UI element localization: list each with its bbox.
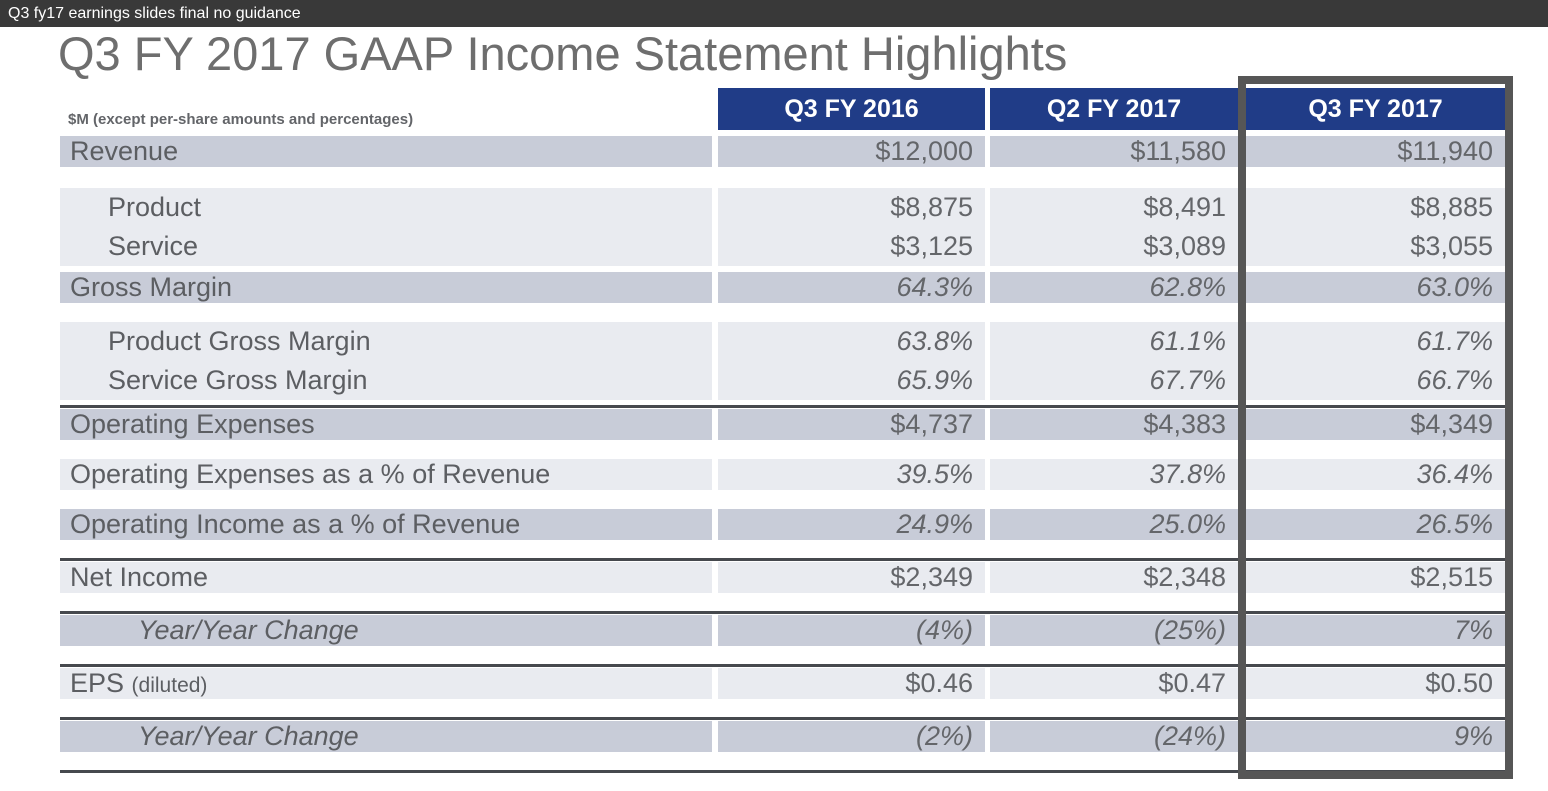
cell-value: 37.8% (990, 459, 1238, 490)
cell-value: (2%) (718, 721, 985, 752)
row-label: Operating Income as a % of Revenue (60, 509, 712, 540)
cell-value: $2,515 (1246, 562, 1505, 593)
income-statement-table (60, 88, 1513, 773)
divider-line (60, 611, 1513, 614)
slide-title: Q3 FY 2017 GAAP Income Statement Highlights (58, 27, 1068, 80)
cell-value: 24.9% (718, 509, 985, 540)
row-label: Revenue (60, 136, 712, 167)
row-label-suffix: (diluted) (131, 674, 208, 697)
divider-line (60, 558, 1513, 561)
cell-value: $4,383 (990, 409, 1238, 440)
window-titlebar (0, 0, 1548, 27)
cell-value: $2,348 (990, 562, 1238, 593)
cell-value: 7% (1246, 615, 1505, 646)
cell-value: 61.7% 66.7% (1246, 322, 1505, 400)
cell-value: 61.1% 67.7% (990, 322, 1238, 400)
row-label: EPS (diluted) (60, 668, 712, 699)
window-title: Q3 fy17 earnings slides final no guidance (8, 5, 301, 22)
divider-line (60, 717, 1513, 720)
cell-value: 62.8% (990, 272, 1238, 303)
cell-value: $8,875 $3,125 (718, 188, 985, 266)
unit-note: $M (except per-share amounts and percentages) (68, 111, 414, 128)
cell-value: 26.5% (1246, 509, 1505, 540)
row-label: Net Income (60, 562, 712, 593)
cell-value: 9% (1246, 721, 1505, 752)
cell-value: 63.0% (1246, 272, 1505, 303)
cell-value: (4%) (718, 615, 985, 646)
column-header-q3-fy2016: Q3 FY 2016 (718, 88, 985, 130)
divider-line (60, 770, 1513, 773)
row-label: Year/Year Change (60, 615, 712, 646)
table-row-net-income (60, 562, 1513, 608)
row-label: Operating Expenses (60, 409, 712, 440)
cell-value: $4,737 (718, 409, 985, 440)
table-row-revenue (60, 136, 1513, 184)
table-header-row (60, 88, 1513, 130)
table-row-net-income-yoy-change (60, 615, 1513, 661)
cell-value: $11,580 (990, 136, 1238, 167)
cell-value: 25.0% (990, 509, 1238, 540)
cell-value: $2,349 (718, 562, 985, 593)
row-label: Operating Expenses as a % of Revenue (60, 459, 712, 490)
cell-value: $0.46 (718, 668, 985, 699)
table-row-operating-income-pct-revenue (60, 509, 1513, 555)
cell-value: (25%) (990, 615, 1238, 646)
row-label: Product Service (60, 188, 712, 266)
column-header-q3-fy2017: Q3 FY 2017 (1246, 88, 1505, 130)
cell-value: (24%) (990, 721, 1238, 752)
cell-value: 39.5% (718, 459, 985, 490)
divider-line (60, 664, 1513, 667)
table-row-opex-pct-revenue (60, 459, 1513, 505)
cell-value: $0.50 (1246, 668, 1505, 699)
table-row-eps-yoy-change (60, 721, 1513, 767)
row-label: Gross Margin (60, 272, 712, 303)
cell-value: 63.8% 65.9% (718, 322, 985, 400)
row-label: Product Gross Margin Service Gross Margin (60, 322, 712, 400)
cell-value: $8,885 $3,055 (1246, 188, 1505, 266)
cell-value: 36.4% (1246, 459, 1505, 490)
table-row-product-service (60, 188, 1513, 268)
row-label: Year/Year Change (60, 721, 712, 752)
cell-value: $12,000 (718, 136, 985, 167)
column-header-q2-fy2017: Q2 FY 2017 (990, 88, 1238, 130)
table-row-eps (60, 668, 1513, 714)
cell-value: $4,349 (1246, 409, 1505, 440)
cell-value: $11,940 (1246, 136, 1505, 167)
cell-value: 64.3% (718, 272, 985, 303)
cell-value: $0.47 (990, 668, 1238, 699)
divider-line (60, 405, 1513, 408)
table-row-operating-expenses (60, 409, 1513, 455)
table-row-product-service-gross-margin (60, 322, 1513, 402)
table-row-gross-margin (60, 272, 1513, 318)
cell-value: $8,491 $3,089 (990, 188, 1238, 266)
